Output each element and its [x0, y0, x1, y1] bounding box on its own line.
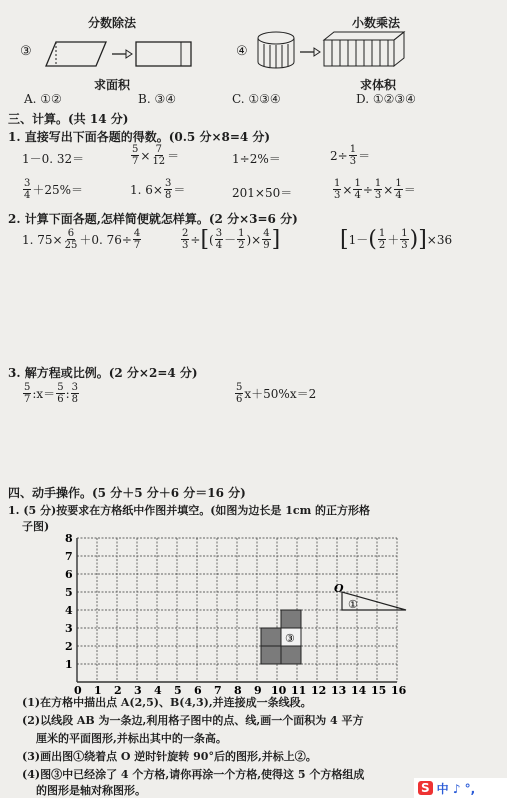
frac-num: 1 [354, 178, 361, 189]
x-tick-label: 2 [114, 684, 122, 694]
frac-den: 25 [64, 240, 78, 251]
square-grid [54, 534, 434, 694]
y-tick-label: 5 [65, 586, 73, 599]
frac-den: 2 [238, 240, 245, 251]
frac-den: 8 [71, 394, 78, 405]
frac-num: 2 [182, 228, 189, 239]
frac-num: 1 [374, 178, 382, 189]
shape3-square [281, 610, 301, 630]
frac-num: 5 [57, 382, 64, 393]
frac-num: 1 [401, 228, 408, 239]
shape1-label: ① [348, 598, 358, 611]
op: ÷ [362, 182, 373, 197]
x-tick-label: 14 [351, 684, 367, 694]
x-tick-label: 7 [214, 684, 222, 694]
x-tick-label: 5 [174, 684, 182, 694]
q2-c-one: 1－ [348, 233, 369, 247]
instruction-4b: 的图形是轴对称图形。 [36, 784, 146, 797]
instruction-1: (1)在方格中描出点 A(2,5)、B(4,3),并连接成一条线段。 [22, 696, 312, 709]
y-tick-label: 4 [65, 604, 73, 617]
frac-den: 6 [57, 394, 64, 405]
left-bracket: [ [200, 226, 210, 252]
q1-e [22, 178, 83, 201]
q2-b [180, 228, 280, 251]
shape3-square [261, 646, 281, 664]
instruction-3: (3)画出图①绕着点 O 逆时针旋转 90°后的图形,并标上②。 [22, 750, 317, 763]
frac-num: 1 [349, 144, 357, 155]
shape3-square [261, 628, 281, 646]
frac-den: 8 [164, 190, 172, 201]
instruction-2: (2)以线段 AB 为一条边,利用格子图中的点、线,画一个面积为 4 平方 [22, 714, 364, 727]
q3-b [234, 382, 316, 405]
x-tick-label: 12 [311, 684, 327, 694]
frac-den: 9 [263, 240, 270, 251]
q1-b [130, 144, 179, 167]
item3-number: ③ [20, 44, 32, 59]
op: × [383, 182, 394, 197]
right-paren: ) [409, 226, 419, 252]
x-tick-label: 6 [194, 684, 202, 694]
x-tick-label: 10 [271, 684, 287, 694]
x-tick-label: 3 [134, 684, 142, 694]
instruction-4: (4)图③中已经涂了 4 个方格,请你再涂一个方格,使得这 5 个方格组成 [22, 768, 365, 781]
option-a: A. ①② [24, 92, 62, 106]
frac-num: 3 [71, 382, 78, 393]
x-tick-label: 16 [391, 684, 407, 694]
shape3-square [281, 646, 301, 664]
shape3-label: ③ [285, 632, 295, 645]
q2-c [340, 228, 452, 251]
right-figure-title: 小数乘法 [352, 16, 401, 30]
frac-den: 3 [334, 190, 341, 201]
q1-a: 1－0. 32＝ [22, 152, 85, 166]
x-tick-label: 8 [234, 684, 242, 694]
frac-den: 3 [349, 156, 357, 167]
frac-num: 1 [238, 228, 245, 239]
left-paren: ( [209, 232, 214, 247]
watermark-logo [414, 778, 507, 798]
logo-letter: S [418, 781, 433, 795]
q2-title: 2. 计算下面各题,怎样简便就怎样算。(2 分×3=6 分) [8, 212, 298, 226]
cylinder-to-cuboid-figure [254, 28, 414, 72]
x-tick-label: 13 [331, 684, 347, 694]
q2-c-tail: ×36 [426, 232, 453, 247]
frac-den: 2 [378, 240, 386, 251]
frac-den: 6 [236, 394, 243, 405]
instruction-2b: 厘米的平面图形,并标出其中的一条高。 [36, 732, 227, 745]
option-d: D. ①②③④ [356, 92, 416, 106]
equals: ＝ [173, 183, 186, 197]
y-tick-label: 6 [65, 568, 73, 581]
right-bracket: ] [418, 226, 427, 252]
frac-den: 4 [354, 190, 361, 201]
y-tick-label: 3 [65, 622, 73, 635]
section3-title: 三、计算。(共 14 分) [8, 112, 129, 126]
y-tick-label: 2 [65, 640, 73, 653]
frac-num: 7 [155, 144, 162, 155]
q3-a-mid: :x＝ [32, 387, 56, 401]
left-caption: 求面积 [94, 78, 131, 92]
frac-num: 4 [263, 228, 270, 239]
frac-den: 3 [182, 240, 189, 251]
logo-text: 中 ♪ °, [436, 781, 476, 796]
q1-c: 1÷2%＝ [232, 152, 281, 166]
q1-f [130, 178, 185, 201]
frac-den: 3 [401, 240, 408, 251]
frac-num: 1 [334, 178, 341, 189]
option-c: C. ①③④ [232, 92, 281, 106]
frac-den: 7 [132, 156, 139, 167]
left-figure-title: 分数除法 [88, 16, 137, 30]
frac-num: 5 [24, 382, 31, 393]
y-tick-label: 1 [65, 658, 73, 671]
q1-e-rest: ＋25%＝ [32, 183, 84, 197]
left-bracket: [ [340, 226, 349, 252]
item4-number: ④ [236, 44, 248, 59]
x-tick-labels [74, 684, 407, 694]
frac-num: 1 [395, 178, 402, 189]
s4-q1-line2: 子图) [22, 520, 50, 533]
q1-h [332, 178, 416, 201]
q1-d-pre: 2÷ [330, 148, 348, 163]
q2-a-pre: 1. 75× [22, 232, 63, 247]
frac-den: 3 [374, 190, 382, 201]
left-paren: ( [368, 226, 377, 252]
x-tick-label: 4 [154, 684, 162, 694]
frac-num: 6 [67, 228, 75, 239]
frac-den: 4 [215, 240, 223, 251]
op: ÷ [190, 232, 201, 247]
colon: : [65, 386, 70, 401]
frac-den: 7 [133, 240, 141, 251]
q3-a [22, 382, 80, 405]
s4-q1-line1: 1. (5 分)按要求在方格纸中作图并填空。(如图为边长是 1cm 的正方形格 [8, 504, 371, 517]
y-tick-labels [65, 534, 73, 671]
equals: ＝ [358, 149, 371, 163]
q1-g: 201×50＝ [232, 186, 293, 200]
q1-f-pre: 1. 6× [130, 182, 163, 197]
frac-den: 7 [24, 394, 31, 405]
y-tick-label: 8 [65, 534, 73, 545]
right-caption: 求体积 [360, 78, 397, 92]
x-tick-label: 15 [371, 684, 387, 694]
frac-den: 4 [395, 190, 402, 201]
y-tick-label: 7 [65, 550, 73, 563]
frac-num: 3 [164, 178, 172, 189]
equals: ＝ [403, 183, 416, 197]
op: × [140, 148, 151, 163]
frac-den: 12 [152, 156, 166, 167]
frac-num: 5 [132, 144, 139, 155]
q3-b-rest: x＋50%x＝2 [244, 387, 317, 401]
q3-title: 3. 解方程或比例。(2 分×2=4 分) [8, 366, 198, 380]
op: × [342, 182, 353, 197]
x-tick-label: 9 [254, 684, 262, 694]
x-tick-label: 11 [291, 684, 307, 694]
q1-title: 1. 直接写出下面各题的得数。(0.5 分×8=4 分) [8, 130, 271, 144]
section4-title: 四、动手操作。(5 分＋5 分＋6 分＝16 分) [8, 486, 246, 500]
frac-num: 5 [236, 382, 243, 393]
q2-a [22, 228, 142, 251]
x-tick-label: 0 [74, 684, 82, 694]
right-paren: )× [246, 232, 262, 247]
q1-d [330, 144, 370, 167]
frac-num: 3 [215, 228, 223, 239]
q2-a-mid: ＋0. 76÷ [79, 233, 132, 247]
point-o-label: O [334, 582, 344, 595]
x-tick-label: 1 [94, 684, 102, 694]
frac-den: 4 [24, 190, 31, 201]
option-b: B. ③④ [138, 92, 176, 106]
equals: ＝ [167, 149, 180, 163]
frac-num: 3 [24, 178, 31, 189]
op: － [224, 233, 237, 247]
frac-num: 4 [133, 228, 141, 239]
op: ＋ [387, 233, 400, 247]
frac-num: 1 [378, 228, 386, 239]
parallelogram-to-rectangle-figure [36, 38, 196, 70]
right-bracket: ] [271, 226, 281, 252]
